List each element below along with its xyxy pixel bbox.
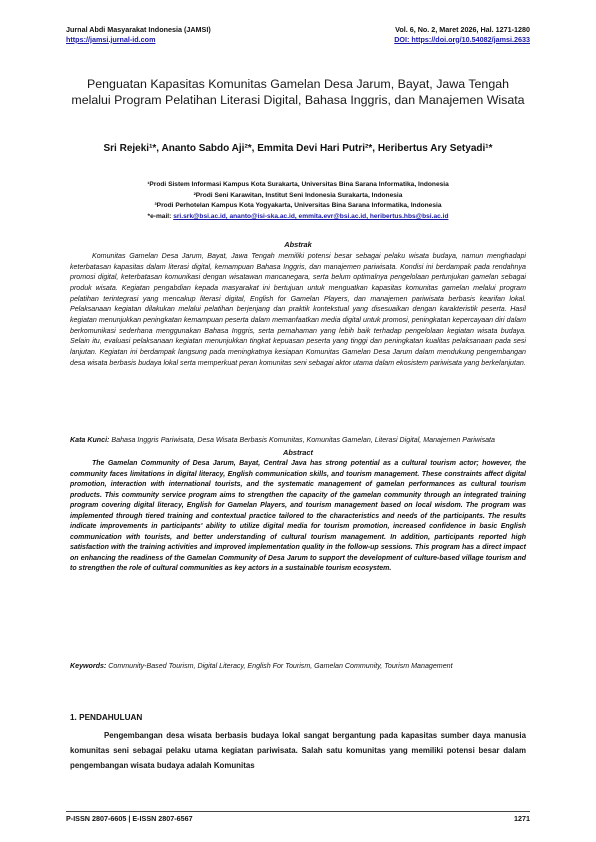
email-addresses-link[interactable]: sri.srk@bsi.ac.id, ananto@isi-ska.ac.id, emmita.evr@bsi.ac.id, heribertus.hbs@bsi.ac.id: [173, 212, 449, 220]
abstrak-body: Komunitas Gamelan Desa Jarum, Bayat, Jawa Tengah memiliki potensi besar sebagai pelaku wisata budaya, namun menghadapi keterbatasan kapasitas dalam literasi digital, kemampuan Bahasa Inggris, dan manajemen pariwisata. Kondisi ini berdampak pada rendahnya promosi digital, keterbatasan komunikasi dengan wisatawan mancanegara, serta belum optimalnya pengelolaan pertunjukan gamelan sebagai produk wisata. Kegiatan pengabdian kepada masyarakat ini bertujuan untuk menguatkan kapasitas komunitas gamelan melalui program pelatihan terintegrasi yang mencakup literasi digital, English for Gamelan Players, dan manajemen pariwisata berbasis kearifan lokal. Pelaksanaan kegiatan dilakukan melalui pelatihan berjenjang dan praktik kontekstual yang disesuaikan dengan karakteristik peserta. Hasil kegiatan menunjukkan peningkatan kemampuan peserta dalam memanfaatkan media digital untuk promosi, peningkatan kepercayaan diri dalam berkomunikasi sederhana menggunakan Bahasa Inggris, serta pemahaman yang lebih baik terhadap pengelolaan kegiatan wisata budaya. Selain itu, evaluasi pelaksanaan kegiatan menunjukkan tingkat kepuasan peserta yang tinggi dan peningkatan kualitas pelaksanaan pada sesi lanjutan. Kegiatan ini berdampak langsung pada meningkatnya kesiapan Komunitas Gamelan Desa Jarum dalam mendukung pengembangan desa wisata berbasis budaya lokal serta memperkuat peran komunitas seni sebagai aktor utama dalam ekosistem pariwisata yang berkelanjutan.: [70, 252, 526, 367]
section-body: Pengembangan desa wisata berbasis budaya lokal sangat bergantung pada kapasitas sumber daya manusia komunitas seni sebagai pelaku utama kegiatan pariwisata. Salah satu komunitas yang memiliki potensi besar dalam pengembangan wisata budaya adalah Komunitas: [70, 731, 526, 771]
paper-title: Penguatan Kapasitas Komunitas Gamelan Desa Jarum, Bayat, Jawa Tengah melalui Program Pelatihan Literasi Digital, Bahasa Inggris, dan Manajemen Wisata: [71, 77, 525, 107]
email-label: *e-mail:: [147, 212, 172, 220]
keywords: [70, 661, 526, 672]
journal-url-link[interactable]: https://jamsi.jurnal-id.com: [66, 34, 156, 44]
kata-kunci-text: Bahasa Inggris Pariwisata, Desa Wisata Berbasis Komunitas, Komunitas Gamelan, Literasi Digital, Manajemen Pariwisata: [111, 436, 495, 444]
abstract-heading: Abstract: [283, 448, 313, 457]
author-list: Sri Rejeki¹*, Ananto Sabdo Aji²*, Emmita Devi Hari Putri²*, Heribertus Ary Setyadi¹*: [103, 143, 493, 154]
kata-kunci: [70, 435, 526, 446]
doi-link[interactable]: DOI: https://doi.org/10.54082/jamsi.2633: [394, 34, 530, 44]
email-line: [66, 212, 530, 223]
section-heading: 1. PENDAHULUAN: [70, 713, 143, 722]
footer-divider: [66, 811, 530, 812]
affiliation-3: ³Prodi Perhotelan Kampus Kota Yogyakarta, Universitas Bina Sarana Informatika, Indonesia: [154, 202, 442, 210]
journal-name: Jurnal Abdi Masyarakat Indonesia (JAMSI): [66, 25, 211, 34]
keywords-text: Community-Based Tourism, Digital Literacy, English For Tourism, Gamelan Community, Tourism Management: [108, 662, 453, 670]
kata-kunci-label: Kata Kunci:: [70, 436, 110, 444]
affiliation-2: ²Prodi Seni Karawitan, Institut Seni Indonesia Surakarta, Indonesia: [193, 191, 403, 199]
abstrak-heading: Abstrak: [284, 240, 312, 249]
footer-issn: P-ISSN 2807-6605 | E-ISSN 2807-6567: [66, 814, 193, 823]
abstract-body: The Gamelan Community of Desa Jarum, Bayat, Central Java has strong potential as a cultural tourism actor; however, the community faces limitations in digital literacy, English communication skills, and tourism management. These constraints affect digital promotion, interaction with international tourists, and the systematic management of gamelan performances as cultural tourism products. This community service program aims to strengthen the capacity of the gamelan community through an integrated training program covering digital literacy, English for Gamelan Players, and tourism management based on local wisdom. The program was implemented through tiered training and contextual practice tailored to the characteristics and needs of the participants. The results indicate improvements in participants' ability to utilize digital media for tourism promotion, increased confidence in basic English communication with tourists, and better understanding of cultural tourism management. In addition, participants reported high satisfaction with the training activities and improved implementation quality in the follow-up sessions. This program has a direct impact on enhancing the readiness of the Gamelan Community of Desa Jarum to support the development of culture-based village tourism and to strengthen the role of cultural communities as key actors in a sustainable tourism ecosystem.: [70, 460, 526, 573]
volume-info: Vol. 6, No. 2, Maret 2026, Hal. 1271-1280: [395, 25, 530, 34]
footer-page-number: 1271: [514, 814, 530, 823]
keywords-label: Keywords:: [70, 662, 107, 670]
affiliation-1: ¹Prodi Sistem Informasi Kampus Kota Surakarta, Universitas Bina Sarana Informatika, Indonesia: [147, 181, 449, 188]
running-header-right: [394, 25, 530, 44]
running-header-left: [66, 25, 211, 44]
affiliation-block: [66, 180, 530, 222]
